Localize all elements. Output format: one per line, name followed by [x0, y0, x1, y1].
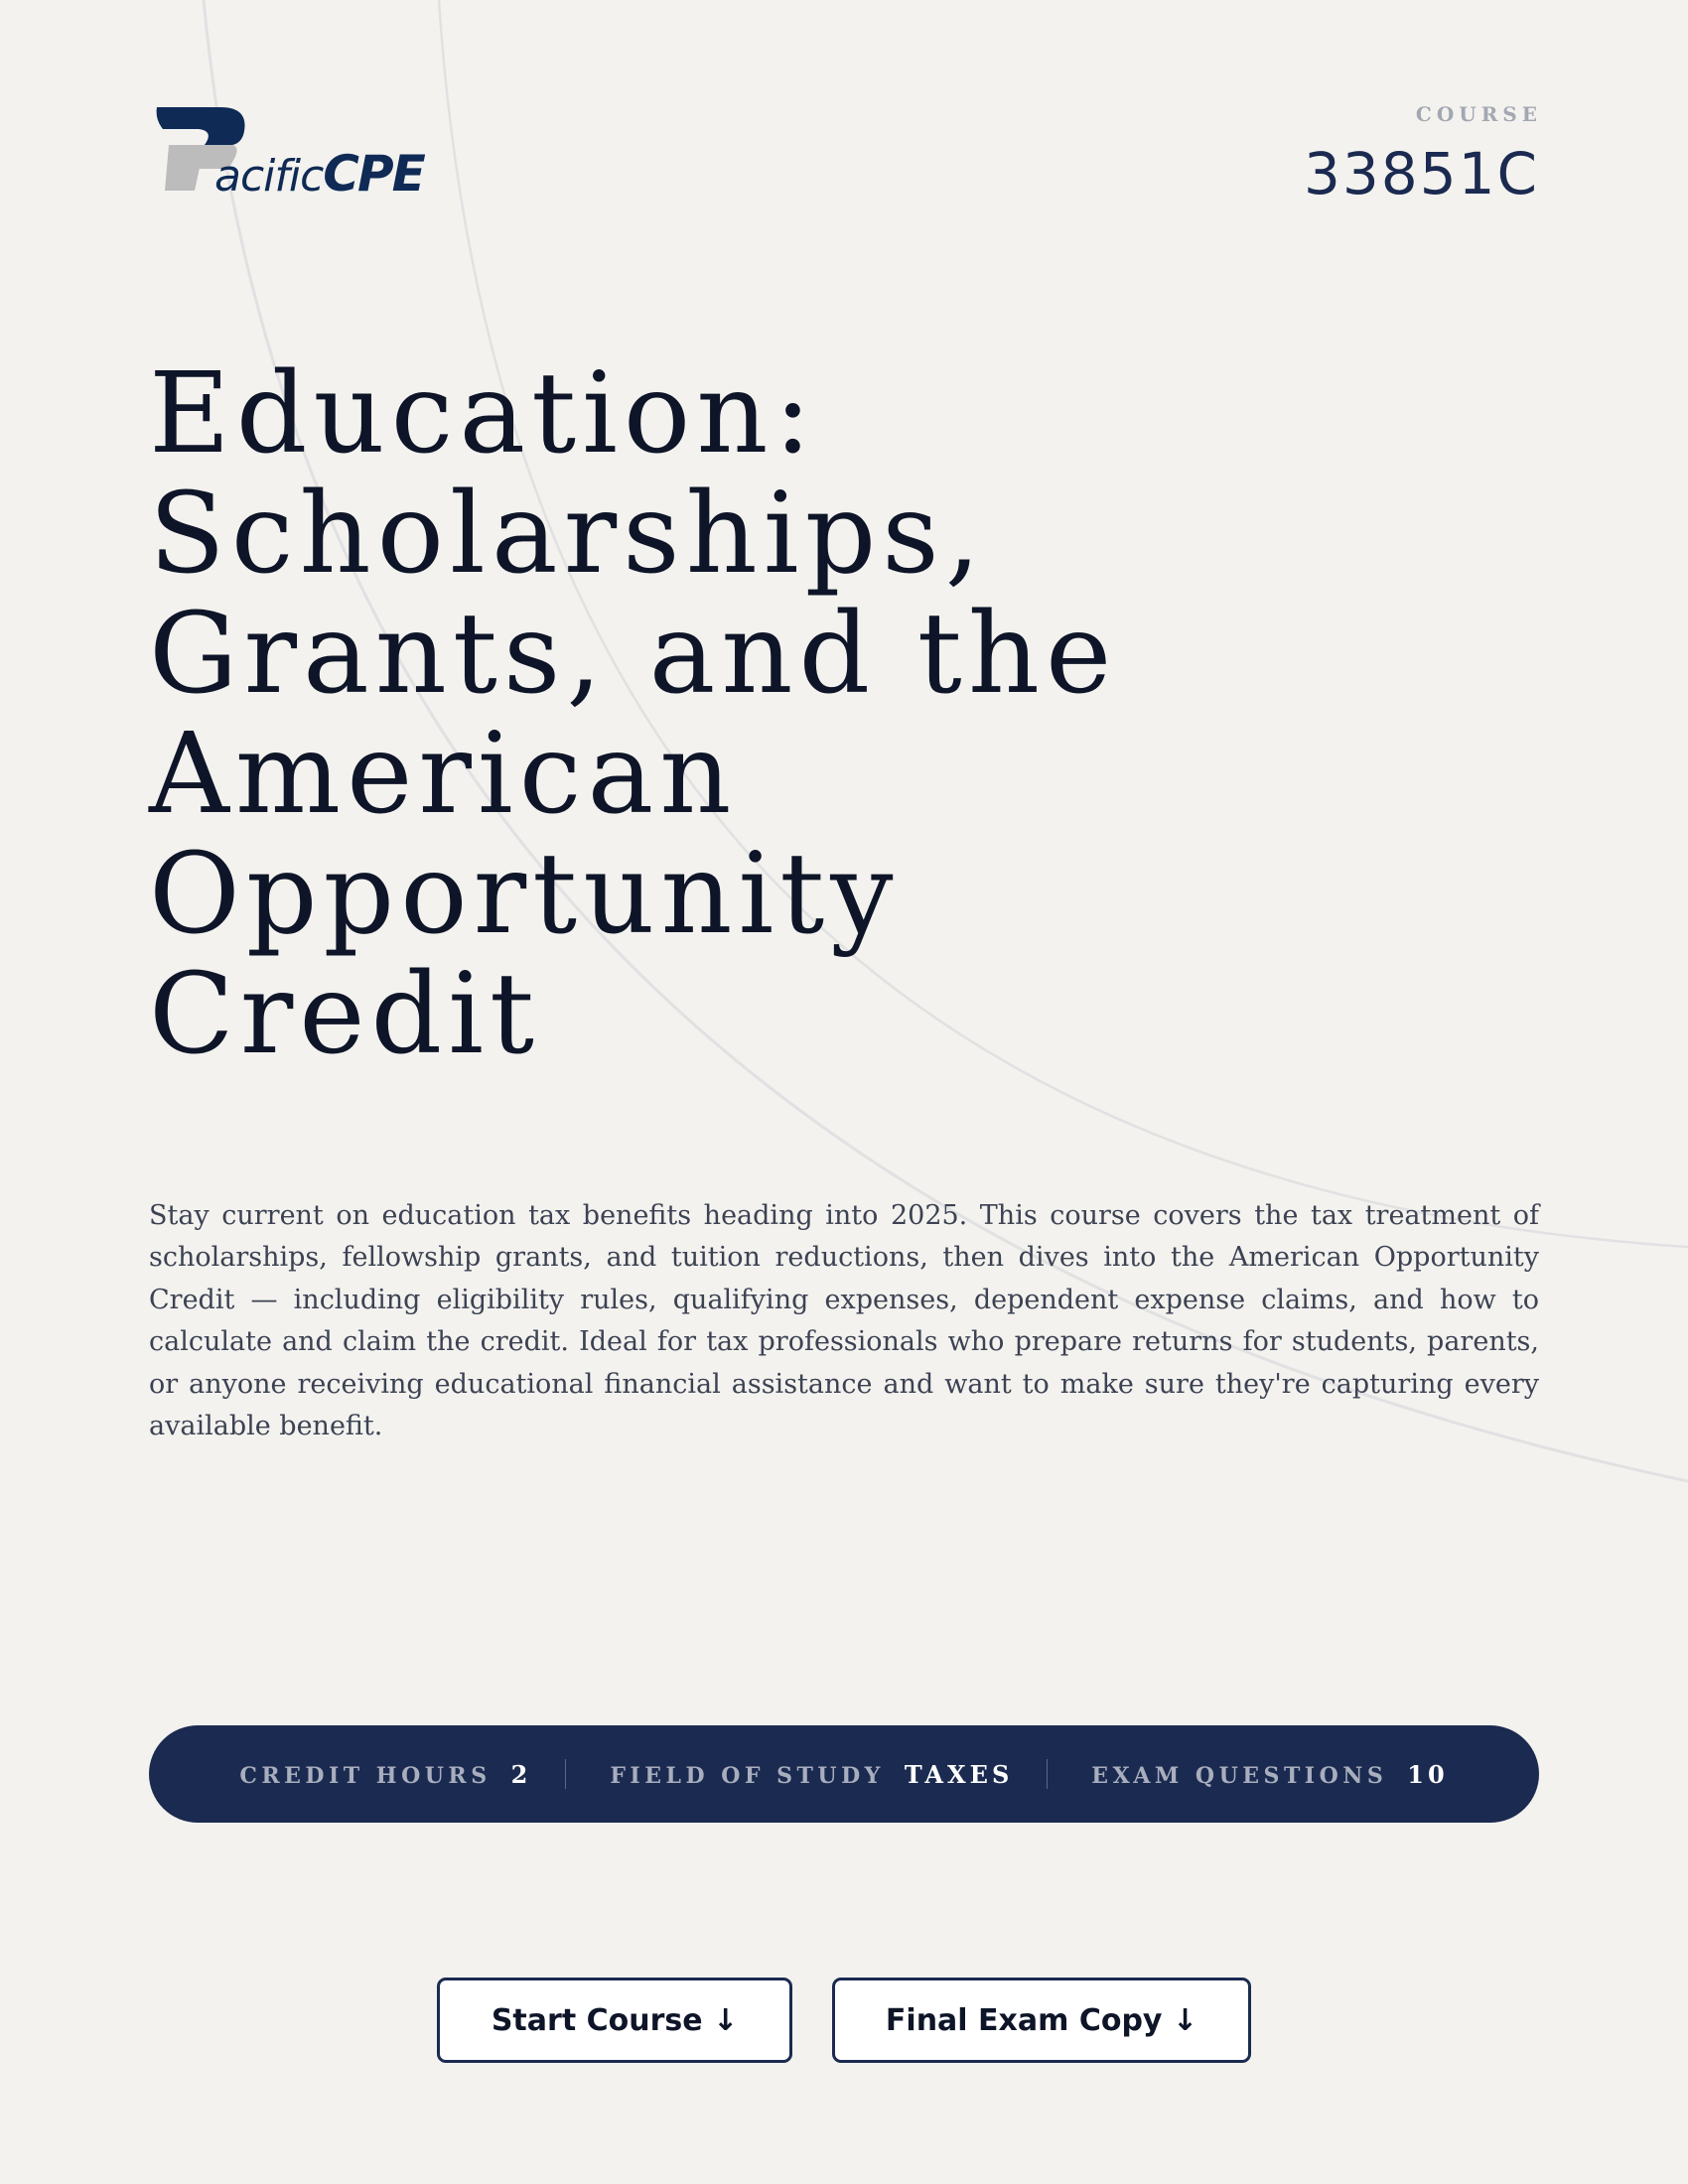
logo-p-navy-swoosh — [157, 107, 245, 145]
action-buttons — [0, 1978, 1688, 2063]
logo-wordmark — [214, 145, 424, 203]
stat-divider — [565, 1759, 566, 1789]
final-exam-copy-button[interactable]: Final Exam Copy ↓ — [832, 1978, 1251, 2063]
stat-credit-hours-label: CREDIT HOURS — [239, 1762, 492, 1789]
course-stats-bar — [149, 1725, 1539, 1823]
stat-exam-questions-label: EXAM QUESTIONS — [1091, 1762, 1388, 1789]
stat-field-of-study-label: FIELD OF STUDY — [610, 1762, 885, 1789]
course-title: Education: Scholarships, Grants, and the American Opportunity Credit — [149, 349, 1118, 1079]
course-description: Stay current on education tax benefits heading into 2025. This course covers the tax treatment of scholarships, fellowship grants, and tuition reductions, then dives into the American Opportunity Credit — including eligibility rules, qualifying expenses, dependent expense claims, and how to calculate and claim the credit. Ideal for tax professionals who prepare returns for students, parents, or anyone receiving educational financial assistance and want to make sure they're capturing every available benefit. — [149, 1200, 1539, 1442]
stat-exam-questions — [1091, 1760, 1448, 1789]
logo-wordmark-part1: acific — [214, 151, 324, 202]
logo-p-gray-stem — [165, 145, 205, 191]
stat-exam-questions-value: 10 — [1407, 1759, 1449, 1789]
stat-credit-hours — [239, 1760, 531, 1789]
pacific-cpe-logo — [155, 107, 424, 203]
start-course-button[interactable]: Start Course ↓ — [437, 1978, 792, 2063]
stat-field-of-study-value: TAXES — [904, 1759, 1014, 1789]
stat-credit-hours-value: 2 — [510, 1759, 532, 1789]
course-label: COURSE — [1415, 102, 1542, 126]
stat-field-of-study — [610, 1760, 1013, 1789]
logo-wordmark-part2: CPE — [323, 145, 424, 203]
stat-divider — [1047, 1759, 1048, 1789]
course-number: 33851C — [1303, 140, 1539, 207]
